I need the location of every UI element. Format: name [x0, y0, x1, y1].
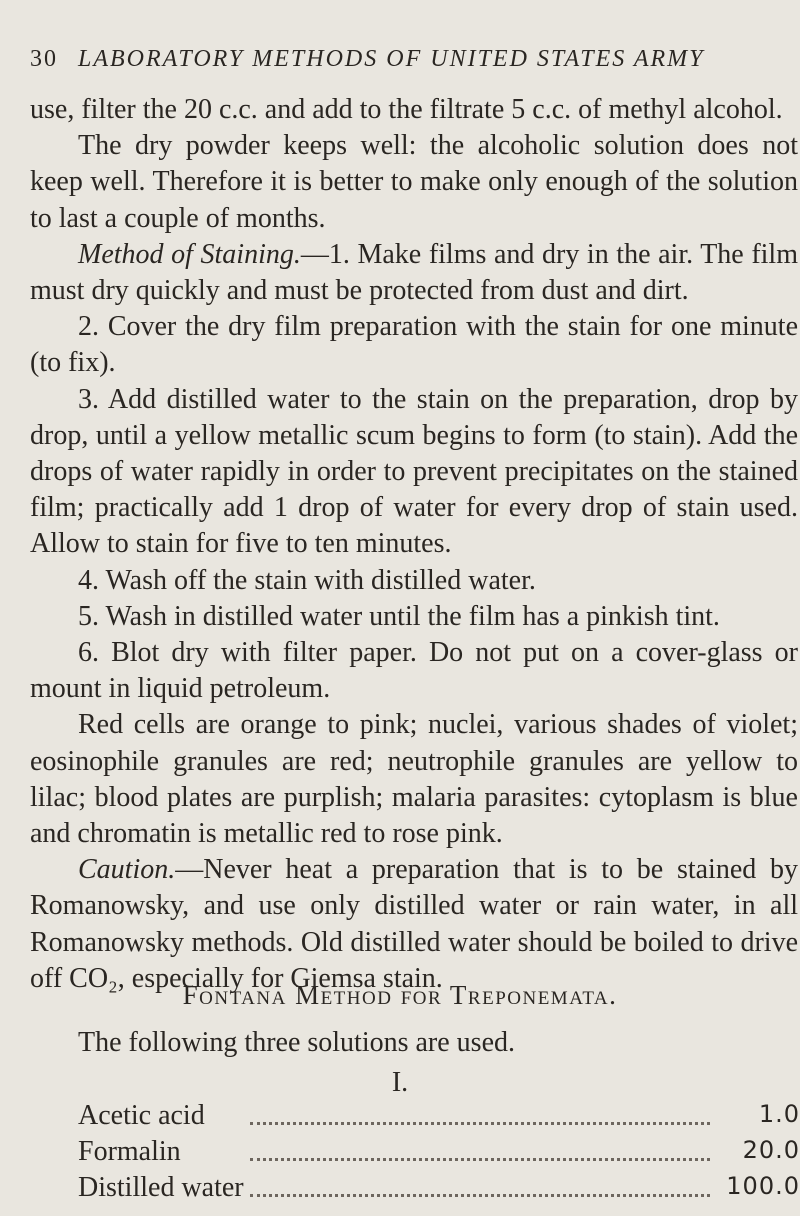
paragraph-text: —1. Make films and dry in the air. The film must dry quickly and must be protected from dust and dirt.	[30, 238, 798, 307]
ingredient-amount: 20.0	[742, 1136, 800, 1164]
paragraph-text: —Never heat a preparation that is to be stained by Romanowsky, and use only distilled water or rain water, in all Romanowsky methods. Old distilled water should be boiled to drive off CO₂, especially for Giemsa stain.	[30, 854, 798, 994]
step-paragraph: 5. Wash in distilled water until the film has a pinkish tint.	[78, 600, 720, 632]
solution-table	[30, 1100, 800, 1208]
table-row	[30, 1136, 800, 1172]
body-text	[30, 92, 798, 997]
solution-label: I.	[391, 1067, 409, 1098]
ingredient-name: Distilled water	[78, 1172, 250, 1204]
section-intro: The following three solutions are used.	[78, 1027, 516, 1058]
ingredient-name: Acetic acid	[78, 1100, 211, 1132]
running-title: LABORATORY METHODS OF UNITED STATES ARMY	[78, 46, 705, 72]
step-paragraph: 4. Wash off the stain with distilled water.	[78, 564, 536, 596]
method-of-staining-lead: Method of Staining.	[78, 238, 301, 270]
step-paragraph: 6. Blot dry with filter paper. Do not put on a cover-glass or mount in liquid petroleum.	[30, 637, 798, 705]
dot-leader	[250, 1122, 710, 1125]
caution-lead: Caution.	[78, 854, 176, 886]
ingredient-amount: 100.0	[726, 1172, 800, 1200]
step-paragraph: 2. Cover the dry film preparation with the stain for one minute (to fix).	[30, 311, 798, 379]
paragraph: Red cells are orange to pink; nuclei, various shades of violet; eosinophile granules are red; neutrophile granules are yellow to lilac; blood plates are purplish; malaria parasites: cytoplasm is blue and chromatin is metallic red to rose pink.	[30, 709, 798, 850]
paragraph	[30, 852, 798, 997]
paragraph	[30, 237, 798, 309]
paragraph: use, filter the 20 c.c. and add to the filtrate 5 c.c. of methyl alcohol.	[30, 94, 783, 125]
dot-leader	[250, 1194, 710, 1197]
paragraph: The dry powder keeps well: the alcoholic solution does not keep well. Therefore it is better to make only enough of the solution to last a couple of months.	[30, 130, 798, 234]
ingredient-name: Formalin	[78, 1136, 187, 1168]
section-heading: Fontana Method for Treponemata.	[182, 980, 618, 1010]
ingredient-amount: 1.0	[758, 1100, 800, 1128]
step-paragraph: 3. Add distilled water to the stain on the preparation, drop by drop, until a yellow metallic scum begins to form (to stain). Add the drops of water rapidly in order to prevent precipitates on the stained film; practically add 1 drop of water for every drop of stain used. Allow to stain for five to ten minutes.	[30, 383, 798, 560]
table-row	[30, 1100, 800, 1136]
page-number: 30	[30, 46, 58, 72]
table-row	[30, 1172, 800, 1208]
running-header	[30, 46, 790, 73]
dot-leader	[250, 1158, 710, 1161]
